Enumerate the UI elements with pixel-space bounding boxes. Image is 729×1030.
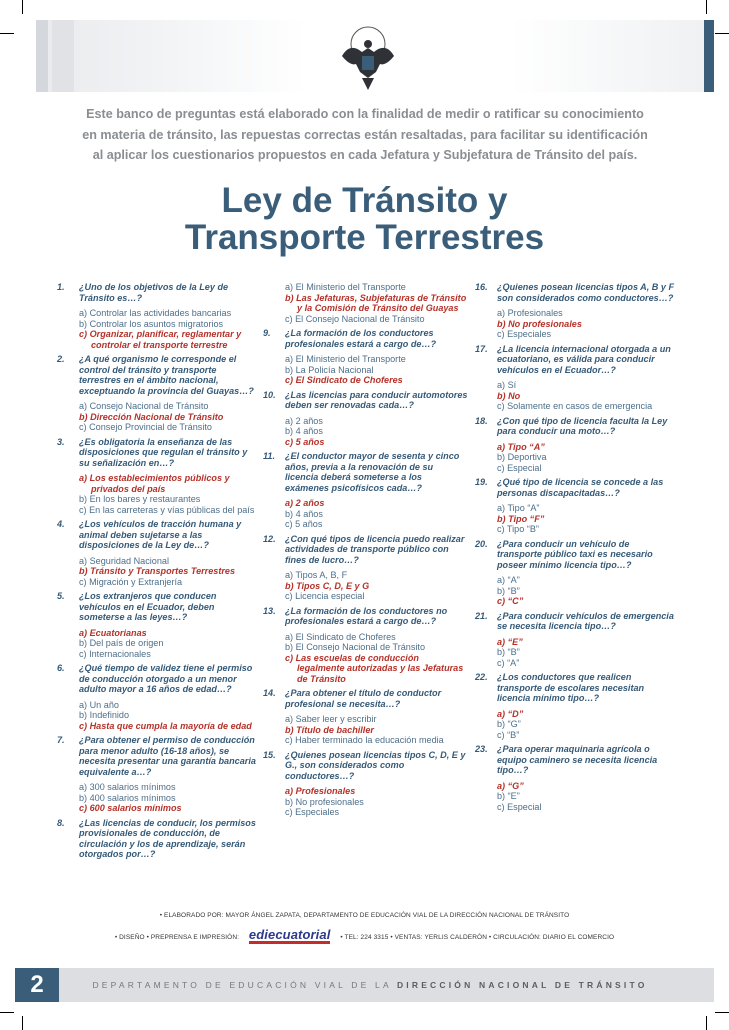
question-item: [475, 282, 675, 340]
question-number: 7.: [57, 735, 65, 745]
answer-option: b) 4 años: [285, 426, 323, 436]
question-number: 5.: [57, 591, 65, 601]
page-number: 2: [15, 968, 59, 1002]
answer-option: a) Saber leer y escribir: [285, 714, 377, 724]
question-item: [263, 328, 468, 386]
answer-option: a) 2 años: [285, 415, 323, 426]
answer-option: c) Especiales: [497, 329, 552, 339]
question-number: 10.: [263, 389, 276, 400]
answer-option: c) Especiales: [285, 807, 340, 817]
question-number: 21.: [475, 610, 488, 621]
question-item: [475, 672, 675, 740]
answer-option: b) Del país de origen: [79, 638, 164, 648]
question-text: ¿Quienes posean licencias tipos C, D, E y G., son considerados como conductores…?: [285, 749, 466, 781]
question-item: [57, 818, 257, 860]
question-text: ¿Uno de los objetivos de la Ley de Tránsito es…?: [79, 282, 229, 303]
correct-answer-option: c) “C”: [497, 596, 524, 606]
answer-option: a) Seguridad Nacional: [79, 555, 169, 566]
header-stripe: [52, 20, 74, 92]
question-column: [263, 282, 468, 822]
question-number: 19.: [475, 477, 488, 487]
question-text: ¿Qué tipo de licencia se concede a las personas discapacitadas…?: [497, 477, 664, 498]
question-text: ¿Qué tiempo de validez tiene el permiso de conducción otorgado a un menor adulto mayor a 16 años de edad…?: [79, 663, 253, 694]
answer-option: c) Migración y Extranjería: [79, 576, 183, 587]
question-item: [57, 735, 257, 814]
page-title: [0, 182, 729, 256]
question-text: ¿Los extranjeros que conducen vehículos en el Ecuador, deben someterse a las leyes…?: [79, 591, 217, 622]
credits-design: • DISEÑO • PREPRENSA E IMPRESIÓN:: [114, 934, 240, 941]
question-item: [263, 606, 468, 685]
correct-answer-option: c) El Sindicato de Choferes: [285, 375, 403, 385]
question-text: ¿Quienes posean licencias tipos A, B y F son considerados como conductores…?: [497, 282, 675, 303]
question-text: ¿El conductor mayor de sesenta y cinco años, previa a la renovación de su licencia deberá someterse a los exámenes psicofísicos cada…?: [285, 451, 460, 493]
question-number: 17.: [475, 343, 488, 354]
question-number: 20.: [475, 538, 488, 549]
question-item: [57, 437, 257, 516]
footer-dept-name: DIRECCIÓN NACIONAL DE TRÁNSITO: [396, 980, 648, 990]
correct-answer-option: b) Tipos C, D, E y G: [285, 580, 370, 591]
question-item: [57, 519, 257, 587]
answer-option: b) “E”: [497, 791, 520, 801]
crop-mark: [706, 1016, 707, 1030]
answer-option: b) “B”: [497, 647, 520, 657]
answer-option: b) No profesionales: [285, 796, 364, 807]
answer-option: a) El Ministerio del Transporte: [285, 354, 406, 364]
header-accent-bar: [704, 20, 714, 92]
correct-answer-option: a) “G”: [497, 780, 524, 791]
crop-mark: [706, 0, 707, 14]
correct-answer-option: a) “E”: [497, 636, 523, 647]
crop-mark: [22, 0, 23, 14]
answer-option: a) Tipos A, B, F: [285, 570, 348, 580]
question-number: 1.: [57, 282, 65, 292]
answer-option: a) Sí: [497, 380, 517, 390]
answer-option: a) Un año: [79, 699, 119, 710]
question-number: 2.: [57, 354, 65, 364]
question-number: 15.: [263, 749, 276, 760]
crop-mark: [715, 33, 729, 34]
credits-line: [0, 928, 729, 945]
question-number: 3.: [57, 436, 65, 447]
header-stripe: [80, 20, 96, 92]
answer-option: b) El Consejo Nacional de Tránsito: [285, 642, 426, 652]
footer-dept-prefix: DEPARTAMENTO DE EDUCACIÓN VIAL DE LA: [92, 980, 392, 990]
correct-answer-option: a) “D”: [497, 708, 524, 719]
title-line: Ley de Tránsito y: [221, 181, 508, 220]
correct-answer-option: b) Dirección Nacional de Tránsito: [79, 411, 224, 422]
question-number: 22.: [475, 672, 488, 682]
question-column: [57, 282, 257, 865]
answer-option: a) 300 salarios mínimos: [79, 782, 176, 792]
correct-answer-option: c) Las escuelas de conducción legalmente autorizadas y las Jefaturas de Tránsito: [285, 652, 464, 684]
intro-line: Este banco de preguntas está elaborado con la finalidad de medir o ratificar su conocimiento: [86, 107, 644, 121]
question-text: ¿Con qué tipo de licencia faculta la Ley para conducir una moto…?: [497, 415, 668, 436]
question-item: [263, 282, 468, 324]
correct-answer-option: a) Los establecimientos públicos y privados del país: [79, 473, 230, 494]
question-item: [57, 663, 257, 731]
question-text: ¿Los conductores que realicen transporte de escolares necesitan licencia mínimo tipo…?: [497, 672, 645, 703]
answer-option: b) 4 años: [285, 508, 323, 519]
question-item: [475, 611, 675, 669]
answer-option: b) En los bares y restaurantes: [79, 494, 201, 504]
question-number: 16.: [475, 282, 488, 292]
question-item: [475, 477, 675, 535]
question-item: [57, 591, 257, 659]
question-item: [475, 539, 675, 607]
answer-option: b) Controlar los asuntos migratorios: [79, 318, 224, 329]
answer-option: c) “A”: [497, 657, 520, 668]
question-text: ¿Con qué tipos de licencia puedo realizar actividades de transporte público con fines de lucro…?: [285, 533, 465, 565]
crop-mark: [0, 33, 14, 34]
question-number: 11.: [263, 451, 275, 461]
correct-answer-option: b) Tránsito y Transportes Terrestres: [79, 566, 235, 576]
answer-option: b) “G”: [497, 719, 521, 729]
intro-paragraph: [30, 104, 700, 166]
correct-answer-option: a) Profesionales: [285, 786, 356, 796]
answer-option: a) Profesionales: [497, 308, 563, 318]
credits-contact: • TEL: 224 3315 • VENTAS: YERLIS CALDERÓN • CIRCULACIÓN: DIARIO EL COMERCIO: [340, 934, 615, 941]
answer-option: c) Haber terminado la educación media: [285, 735, 444, 745]
question-item: [263, 451, 468, 530]
correct-answer-option: a) Tipo “A”: [497, 441, 545, 452]
correct-answer-option: c) Hasta que cumpla la mayoría de edad: [79, 720, 252, 731]
correct-answer-option: b) No: [497, 390, 521, 401]
question-item: [263, 390, 468, 448]
question-text: ¿Para conducir vehículos de emergencia se necesita licencia tipo…?: [497, 610, 674, 631]
question-item: [263, 750, 468, 818]
question-number: 13.: [263, 605, 276, 616]
question-text: ¿Las licencias de conducir, los permisos provisionales de conducción, de circulación y los de aprendizaje, serán otorgados por…?: [79, 817, 256, 859]
answer-option: a) Tipo “A”: [497, 503, 540, 513]
answer-option: c) 5 años: [285, 519, 323, 529]
question-text: ¿Para operar maquinaria agrícola o equipo caminero se necesita licencia tipo…?: [497, 744, 658, 775]
correct-answer-option: c) 5 años: [285, 436, 325, 447]
answer-option: c) Internacionales: [79, 648, 151, 659]
answer-option: b) “B”: [497, 585, 520, 596]
question-text: ¿A qué organismo le corresponde el control del tránsito y transporte terrestres en el ámbito nacional, exceptuando la provincia del Guayas…?: [79, 354, 254, 396]
answer-option: c) Especial: [497, 462, 542, 473]
question-number: 18.: [475, 415, 488, 426]
answer-option: a) Consejo Nacional de Tránsito: [79, 401, 209, 411]
answer-option: c) Licencia especial: [285, 591, 365, 601]
question-number: 14.: [263, 688, 276, 698]
question-text: ¿Los vehículos de tracción humana y animal deben sujetarse a las disposiciones de la Ley de…?: [79, 519, 242, 550]
question-text: ¿La formación de los conductores no profesionales estará a cargo de…?: [285, 605, 448, 626]
question-text: ¿Para conducir un vehículo de transporte público taxi es necesario poseer mínimo licencia tipo…?: [497, 538, 653, 570]
answer-option: c) En las carreteras y vías públicas del país: [79, 504, 255, 515]
answer-option: b) Deportiva: [497, 452, 547, 462]
answer-option: a) “A”: [497, 575, 520, 585]
answer-option: b) La Policía Nacional: [285, 364, 374, 375]
question-text: ¿Para obtener el permiso de conducción para menor adulto (16-18 años), se necesita presentar una garantía bancaria equivalente a…?: [79, 735, 256, 777]
correct-answer-option: c) Organizar, planificar, reglamentar y controlar el transporte terrestre: [79, 329, 242, 350]
question-number: 4.: [57, 519, 65, 529]
correct-answer-option: b) No profesionales: [497, 318, 582, 329]
answer-option: a) El Sindicato de Choferes: [285, 631, 396, 642]
credits-line: • ELABORADO POR: MAYOR ÁNGEL ZAPATA, DEPARTAMENTO DE EDUCACIÓN VIAL DE LA DIRECCIÓN NACIONAL DE TRÁNSITO: [159, 912, 570, 919]
question-item: [475, 416, 675, 474]
answer-option: b) 400 salarios mínimos: [79, 792, 176, 803]
intro-line: al aplicar los cuestionarios propuestos en cada Jefatura y Subjefatura de Tránsito del país.: [92, 148, 638, 162]
question-item: [57, 282, 257, 350]
correct-answer-option: b) Tipo “F”: [497, 513, 545, 524]
correct-answer-option: a) 2 años: [285, 498, 325, 508]
question-number: 6.: [57, 663, 65, 673]
answer-option: a) Controlar las actividades bancarias: [79, 308, 232, 318]
answer-option: a) El Ministerio del Transporte: [285, 282, 406, 292]
question-text: ¿Para obtener el título de conductor profesional se necesita…?: [285, 688, 442, 709]
correct-answer-option: b) Título de bachiller: [285, 724, 374, 735]
question-text: ¿Es obligatoria la enseñanza de las disposiciones que regulan el tránsito y su señalización en…?: [79, 436, 248, 468]
answer-option: b) Indefinido: [79, 710, 130, 720]
crop-mark: [22, 1016, 23, 1030]
correct-answer-option: b) Las Jefaturas, Subjefaturas de Tránsito y la Comisión de Tránsito del Guayas: [285, 292, 467, 313]
question-text: ¿La licencia internacional otorgada a un ecuatoriano, es válida para conducir vehículos en el Ecuador…?: [497, 343, 671, 375]
question-number: 23.: [475, 744, 488, 754]
question-number: 9.: [263, 328, 271, 338]
eagle-emblem-icon: [336, 22, 400, 94]
answer-option: c) Consejo Provincial de Tránsito: [79, 422, 212, 432]
crop-mark: [715, 1012, 729, 1013]
question-column: [475, 282, 675, 816]
answer-option: c) Especial: [497, 801, 542, 812]
answer-option: c) El Consejo Nacional de Tránsito: [285, 313, 425, 324]
crop-mark: [0, 1012, 14, 1013]
title-line: Transporte Terrestres: [184, 218, 545, 257]
question-number: 12.: [263, 533, 276, 544]
answer-option: c) Tipo “B”: [497, 524, 539, 534]
answer-option: c) “B”: [497, 729, 520, 740]
question-item: [475, 344, 675, 412]
question-item: [475, 744, 675, 812]
question-text: ¿La formación de los conductores profesionales estará a cargo de…?: [285, 328, 437, 349]
question-item: [263, 688, 468, 746]
question-text: ¿Las licencias para conducir automotores deben ser renovadas cada…?: [285, 389, 468, 410]
answer-option: c) Solamente en casos de emergencia: [497, 401, 653, 411]
question-number: 8.: [57, 817, 65, 828]
correct-answer-option: a) Ecuatorianas: [79, 627, 147, 638]
footer-department: [60, 968, 680, 1002]
publisher-logo: ediecuatorial: [248, 927, 331, 942]
intro-line: en materia de tránsito, las repuestas correctas están resaltadas, para facilitar su identificación: [82, 127, 648, 142]
header-stripe: [36, 20, 48, 92]
correct-answer-option: c) 600 salarios mínimos: [79, 803, 182, 813]
question-item: [263, 534, 468, 602]
question-item: [57, 354, 257, 433]
